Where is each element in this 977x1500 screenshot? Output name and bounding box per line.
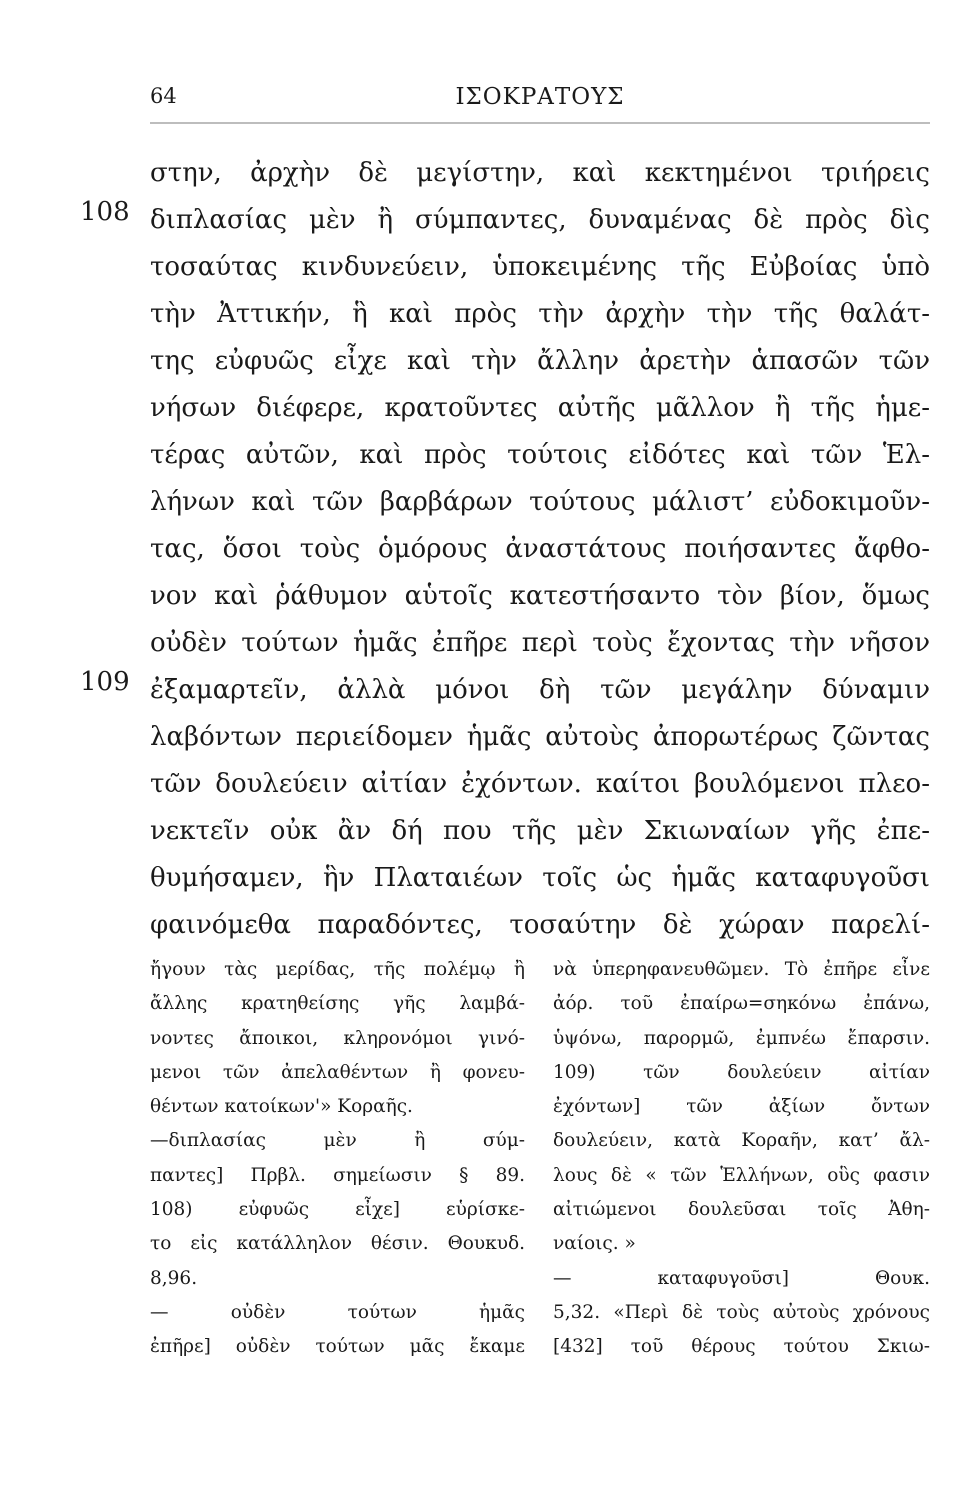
running-title: ΙΣΟΚΡΑΤΟΥΣ [455,84,625,110]
footnote-line: μενοι τῶν ἀπελαθέντων ἢ φονευ- [150,1061,525,1083]
footnote-line: 5,32. «Περὶ δὲ τοὺς αὐτοὺς χρόνους [553,1301,930,1323]
footnote-line: ἤγουν τὰς μερίδας, τῆς πολέμῳ ἢ [150,959,525,980]
footnote-line: θέντων κατοίκων'» Κοραῆς. [150,1096,413,1118]
footnote-line: λους δὲ « τῶν Ἑλλήνων, οὓς φασιν [553,1164,930,1186]
footnote-line: — καταφυγοῦσι] Θουκ. [553,1267,930,1289]
main-text-line: τῶν δουλεύειν αἰτίαν ἐχόντων. καίτοι βουλόμενοι πλεο- [150,769,930,799]
footnote-line: ἐχόντων] τῶν ἀξίων ὄντων [553,1096,930,1118]
main-text-line: νον καὶ ῥάθυμον αὑτοῖς κατεστήσαντο τὸν βίον, ὅμως [150,581,930,611]
footnote-line: αἰτιώμενοι δουλεῦσαι τοῖς Ἀθη- [553,1199,930,1221]
main-text [150,150,930,949]
main-text-line: λήνων καὶ τῶν βαρβάρων τούτους μάλιστ’ εὐδοκιμοῦν- [150,487,930,517]
footnote-line: παντες] Πρβλ. σημείωσιν § 89. [150,1164,525,1186]
main-text-line: της εὐφυῶς εἶχε καὶ τὴν ἄλλην ἀρετὴν ἁπασῶν τῶν [150,346,930,376]
footnote-line: 8,96. [150,1267,198,1289]
footnote-line: [432] τοῦ θέρους τούτου Σκιω- [553,1336,930,1358]
main-text-line: φαινόμεθα παραδόντες, τοσαύτην δὲ χώραν παρελί- [150,910,930,940]
footnote-line: ἐπῆρε] οὐδὲν τούτων μᾶς ἔκαμε [150,1336,525,1358]
main-text-line: τὴν Ἀττικήν, ἣ καὶ πρὸς τὴν ἀρχὴν τὴν τῆς θαλάτ- [150,299,930,329]
footnote-line: ναίοις. » [553,1233,636,1255]
footnote-line: —διπλασίας μὲν ἢ σύμ- [150,1130,525,1152]
footnote-line: ἀόρ. τοῦ ἐπαίρω=σηκόνω ἐπάνω, [553,993,930,1015]
footnote-line: δουλεύειν, κατὰ Κοραῆν, κατ’ ἄλ- [553,1130,930,1152]
footnote-line: 108) εὐφυῶς εἶχε] εὑρίσκε- [150,1199,525,1221]
main-text-line: νήσων διέφερε, κρατοῦντες αὐτῆς μᾶλλον ἢ τῆς ἡμε- [150,393,930,423]
header-rule [150,122,930,124]
footnote-line: ἄλλης κρατηθείσης γῆς λαμβά- [150,993,525,1015]
main-text-line: λαβόντων περιείδομεν ἡμᾶς αὐτοὺς ἀπορωτέρως ζῶντας [150,722,930,752]
footnotes-left-column [150,953,525,1365]
footnotes-right-column [553,953,930,1365]
main-text-line: ἐξαμαρτεῖν, ἀλλὰ μόνοι δὴ τῶν μεγάλην δύναμιν [150,675,930,705]
footnote-line: 109) τῶν δουλεύειν αἰτίαν [553,1061,930,1083]
footnote-line: νὰ ὑπερηφανευθῶμεν. Τὸ ἐπῆρε εἶνε [553,959,930,980]
page-header [150,84,930,120]
section-marker-108: 108 [80,197,130,227]
footnote-line: — οὐδὲν τούτων ἡμᾶς [150,1301,525,1323]
main-text-line: οὐδὲν τούτων ἡμᾶς ἐπῆρε περὶ τοὺς ἔχοντας τὴν νῆσον [150,628,930,658]
page-number: 64 [150,84,177,108]
section-marker-109: 109 [80,667,130,697]
main-text-line: νεκτεῖν οὐκ ἂν δή που τῆς μὲν Σκιωναίων γῆς ἐπε- [150,816,930,846]
footnote-line: το εἰς κατάλληλον θέσιν. Θουκυδ. [150,1233,525,1255]
main-text-line: διπλασίας μὲν ἢ σύμπαντες, δυναμένας δὲ πρὸς δὶς [150,205,930,235]
main-text-line: τας, ὅσοι τοὺς ὁμόρους ἀναστάτους ποιήσαντες ἄφθο- [150,534,930,564]
main-text-line: θυμήσαμεν, ἣν Πλαταιέων τοῖς ὡς ἡμᾶς καταφυγοῦσι [150,863,930,893]
main-text-line: στην, ἀρχὴν δὲ μεγίστην, καὶ κεκτημένοι τριήρεις [150,158,930,188]
footnote-line: ὑψόνω, παρορμῶ, ἐμπνέω ἔπαρσιν. [553,1027,930,1049]
main-text-line: τοσαύτας κινδυνεύειν, ὑποκειμένης τῆς Εὐβοίας ὑπὸ [150,252,930,282]
footnote-line: νοντες ἄποικοι, κληρονόμοι γινό- [150,1027,525,1049]
main-text-line: τέρας αὐτῶν, καὶ πρὸς τούτοις εἰδότες καὶ τῶν Ἑλ- [150,440,930,470]
